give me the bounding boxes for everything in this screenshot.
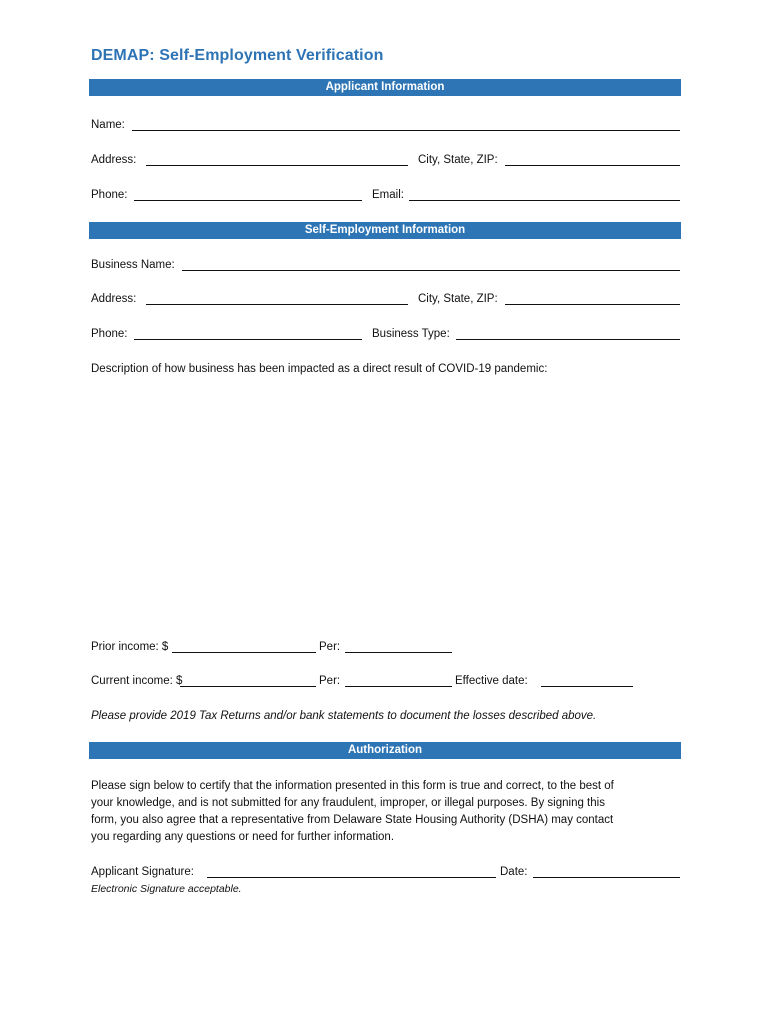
applicant-phone-row xyxy=(91,188,680,204)
authorization-section-header: Authorization xyxy=(89,742,681,759)
business-type-label: Business Type: xyxy=(372,328,450,340)
business-address-field[interactable] xyxy=(148,292,406,306)
prior-per-field[interactable] xyxy=(347,640,450,654)
authorization-text-line-1: Please sign below to certify that the information presented in this form is true and correct, to the best of xyxy=(91,780,614,792)
applicant-address-row xyxy=(91,153,680,169)
applicant-name-row xyxy=(91,118,680,134)
phone-label: Phone: xyxy=(91,189,128,201)
covid-impact-description-field[interactable] xyxy=(91,385,684,629)
prior-per-label: Per: xyxy=(319,641,341,653)
applicant-signature-field[interactable] xyxy=(209,865,494,879)
effective-date-field[interactable] xyxy=(543,674,631,688)
business-name-label: Business Name: xyxy=(91,259,175,271)
authorization-text-line-2: your knowledge, and is not submitted for any fraudulent, improper, or illegal purposes. By signing this xyxy=(91,797,605,809)
name-field[interactable] xyxy=(134,118,678,132)
authorization-text-line-4: you regarding any questions or need for further information. xyxy=(91,831,395,843)
business-section-header: Self-Employment Information xyxy=(89,222,681,239)
business-address-row xyxy=(91,292,680,308)
business-name-row xyxy=(91,258,680,274)
current-income-field[interactable] xyxy=(195,674,314,688)
tax-returns-note: Please provide 2019 Tax Returns and/or bank statements to document the losses described above. xyxy=(91,710,597,722)
signature-date-field[interactable] xyxy=(535,865,678,879)
business-phone-label: Phone: xyxy=(91,328,128,340)
prior-income-field[interactable] xyxy=(174,640,314,654)
business-address-label: Address: xyxy=(91,293,137,305)
signature-row xyxy=(91,865,680,881)
electronic-signature-note: Electronic Signature acceptable. xyxy=(91,883,242,895)
current-per-label: Per: xyxy=(319,675,341,687)
email-label: Email: xyxy=(372,189,404,201)
business-city-state-zip-field[interactable] xyxy=(507,292,678,306)
address-field[interactable] xyxy=(148,153,406,167)
signature-date-label: Date: xyxy=(500,866,528,878)
covid-impact-description-label: Description of how business has been impacted as a direct result of COVID-19 pandemic: xyxy=(91,363,548,375)
business-phone-row xyxy=(91,327,680,343)
prior-income-row xyxy=(91,640,680,656)
applicant-section-header: Applicant Information xyxy=(89,79,681,96)
email-field[interactable] xyxy=(411,188,678,202)
applicant-signature-label: Applicant Signature: xyxy=(91,866,194,878)
business-type-field[interactable] xyxy=(458,327,678,341)
page-title: DEMAP: Self-Employment Verification xyxy=(91,47,384,64)
phone-field[interactable] xyxy=(136,188,360,202)
city-state-zip-label: City, State, ZIP: xyxy=(418,154,498,166)
business-city-state-zip-label: City, State, ZIP: xyxy=(418,293,498,305)
address-label: Address: xyxy=(91,154,137,166)
name-label: Name: xyxy=(91,119,125,131)
current-income-row xyxy=(91,674,680,690)
effective-date-label: Effective date: xyxy=(455,675,528,687)
prior-income-label: Prior income: $ xyxy=(91,641,169,653)
authorization-text-line-3: form, you also agree that a representative from Delaware State Housing Authority (DSHA) may contact xyxy=(91,814,614,826)
business-phone-field[interactable] xyxy=(136,327,360,341)
current-income-label: Current income: $ xyxy=(91,675,183,687)
current-per-field[interactable] xyxy=(347,674,450,688)
business-name-field[interactable] xyxy=(184,258,678,272)
city-state-zip-field[interactable] xyxy=(507,153,678,167)
